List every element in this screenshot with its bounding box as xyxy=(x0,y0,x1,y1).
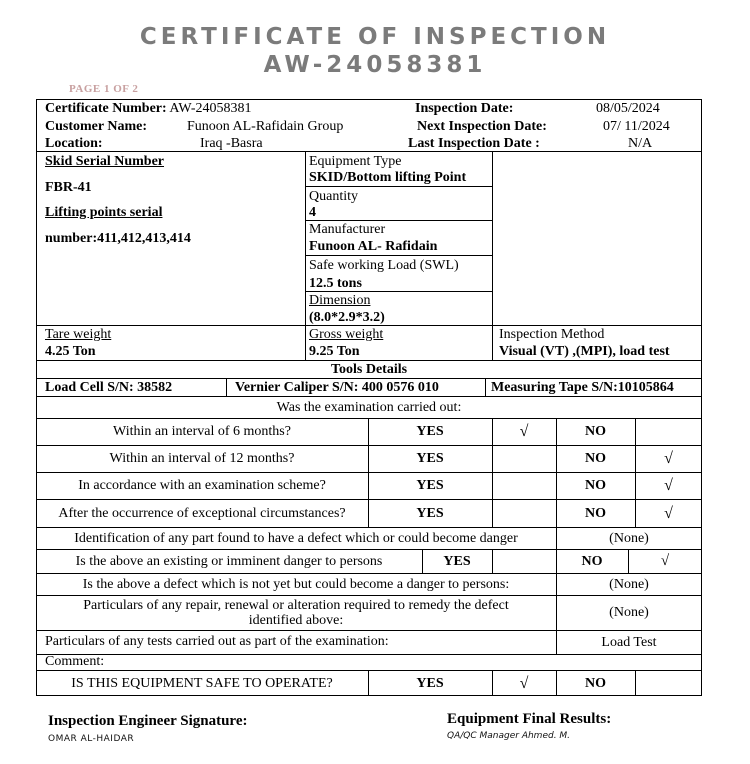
load-cell-serial: Load Cell S/N: 38582 xyxy=(45,380,173,395)
no-checkmark: √ xyxy=(664,450,673,467)
exam-row-no: NO xyxy=(585,451,606,466)
defect-identification-label: Identification of any part found to have a defect which or could become danger xyxy=(74,530,518,546)
safe-to-operate-label: IS THIS EQUIPMENT SAFE TO OPERATE? xyxy=(71,675,333,691)
gross-weight-value: 9.25 Ton xyxy=(309,344,360,359)
engineer-signature-label: Inspection Engineer Signature: xyxy=(48,713,248,729)
last-inspection-value: N/A xyxy=(628,136,653,151)
exam-question: Was the examination carried out: xyxy=(276,399,462,415)
yes-checkmark xyxy=(492,499,556,527)
divider xyxy=(36,378,702,379)
quantity-label: Quantity xyxy=(309,189,358,204)
exam-row-yes: YES xyxy=(416,478,444,493)
divider xyxy=(226,378,227,396)
certificate-number-row xyxy=(45,101,252,117)
last-inspection-label: Last Inspection Date : xyxy=(408,136,540,151)
yes-checkmark: √ xyxy=(519,423,529,440)
safe-yes: YES xyxy=(416,675,444,691)
measuring-tape-serial: Measuring Tape S/N:10105864 xyxy=(491,380,674,395)
danger-yes: YES xyxy=(443,553,471,569)
manufacturer-label: Manufacturer xyxy=(309,222,386,237)
page-label: PAGE 1 OF 2 xyxy=(69,83,139,95)
lifting-serial-value: number:411,412,413,414 xyxy=(45,231,191,246)
lifting-serial-label: Lifting points serial xyxy=(45,205,163,220)
future-danger-label: Is the above a defect which is not yet but could become a danger to persons: xyxy=(82,576,510,592)
document-title: CERTIFICATE OF INSPECTION xyxy=(139,24,611,50)
tools-title: Tools Details xyxy=(330,361,408,377)
final-results-label: Equipment Final Results: xyxy=(447,711,612,727)
yes-checkmark xyxy=(492,472,556,499)
inspection-method-value: Visual (VT) ,(MPI), load test xyxy=(499,344,670,359)
exam-row-label: Within an interval of 6 months? xyxy=(113,424,291,439)
document-subtitle: AW-24058381 xyxy=(263,52,487,78)
yes-checkmark: √ xyxy=(519,674,529,692)
divider xyxy=(305,291,492,292)
exam-row-yes: YES xyxy=(416,424,444,439)
swl-value: 12.5 tons xyxy=(309,276,362,291)
divider xyxy=(492,151,493,360)
location-value: Iraq -Basra xyxy=(200,136,263,151)
inspection-method-label: Inspection Method xyxy=(499,327,605,342)
gross-weight-label: Gross weight xyxy=(309,327,384,342)
exam-row-yes: YES xyxy=(416,505,444,521)
divider xyxy=(485,378,486,396)
divider xyxy=(36,325,702,326)
manufacturer-value: Funoon AL- Rafidain xyxy=(309,239,438,254)
divider xyxy=(635,670,636,696)
dimension-value: (8.0*2.9*3.2) xyxy=(309,310,385,325)
safe-no: NO xyxy=(585,675,606,691)
swl-label: Safe working Load (SWL) xyxy=(309,258,459,273)
exam-row-no: NO xyxy=(585,505,606,521)
inspection-date-value: 08/05/2024 xyxy=(596,101,660,116)
location-label: Location: xyxy=(45,136,103,151)
customer-name-label: Customer Name: xyxy=(45,119,147,134)
tare-weight-label: Tare weight xyxy=(45,327,112,342)
exam-row-label: After the occurrence of exceptional circumstances? xyxy=(58,505,346,521)
inspection-date-label: Inspection Date: xyxy=(415,101,514,116)
skid-serial-value: FBR-41 xyxy=(45,180,92,195)
exam-row-label: Within an interval of 12 months? xyxy=(109,451,295,466)
exam-row-label: In accordance with an examination scheme? xyxy=(78,478,326,493)
quantity-value: 4 xyxy=(309,205,316,220)
exam-row-no: NO xyxy=(585,424,606,439)
qa-manager-name: QA/QC Manager Ahmed. M. xyxy=(447,731,571,741)
future-danger-value: (None) xyxy=(609,576,649,592)
divider xyxy=(305,220,492,221)
no-checkmark: √ xyxy=(664,477,673,494)
tests-label: Particulars of any tests carried out as part of the examination: xyxy=(45,634,389,649)
yes-checkmark xyxy=(492,445,556,472)
dimension-label: Dimension xyxy=(309,293,371,308)
next-inspection-label: Next Inspection Date: xyxy=(417,119,547,134)
comment-label: Comment: xyxy=(45,654,105,669)
equipment-type-value: SKID/Bottom lifting Point xyxy=(309,170,467,185)
defect-identification-value: (None) xyxy=(609,530,649,546)
divider xyxy=(492,549,493,573)
exam-row-yes: YES xyxy=(416,451,444,466)
repair-label: Particulars of any repair, renewal or alteration required to remedy the defect identified above: xyxy=(83,597,509,628)
next-inspection-value: 07/ 11/2024 xyxy=(603,119,670,134)
repair-value: (None) xyxy=(609,605,649,620)
customer-name-value: Funoon AL-Rafidain Group xyxy=(187,119,344,134)
engineer-name: OMAR AL-HAIDAR xyxy=(48,734,135,744)
tests-value: Load Test xyxy=(601,634,657,650)
skid-serial-label: Skid Serial Number xyxy=(45,154,165,169)
certificate-number-value: AW-24058381 xyxy=(169,101,252,116)
no-checkmark: √ xyxy=(660,552,670,569)
tare-weight-value: 4.25 Ton xyxy=(45,344,96,359)
no-checkmark xyxy=(635,418,702,445)
divider xyxy=(36,654,702,655)
exam-row-no: NO xyxy=(585,478,606,493)
divider xyxy=(36,151,702,152)
vernier-caliper-serial: Vernier Caliper S/N: 400 0576 010 xyxy=(235,380,439,395)
divider xyxy=(305,186,492,187)
no-checkmark: √ xyxy=(664,504,673,522)
certificate-number-label: Certificate Number: xyxy=(45,101,167,116)
equipment-type-label: Equipment Type xyxy=(309,154,402,169)
danger-label: Is the above an existing or imminent danger to persons xyxy=(75,553,383,569)
divider xyxy=(305,255,492,256)
danger-no: NO xyxy=(581,553,603,569)
